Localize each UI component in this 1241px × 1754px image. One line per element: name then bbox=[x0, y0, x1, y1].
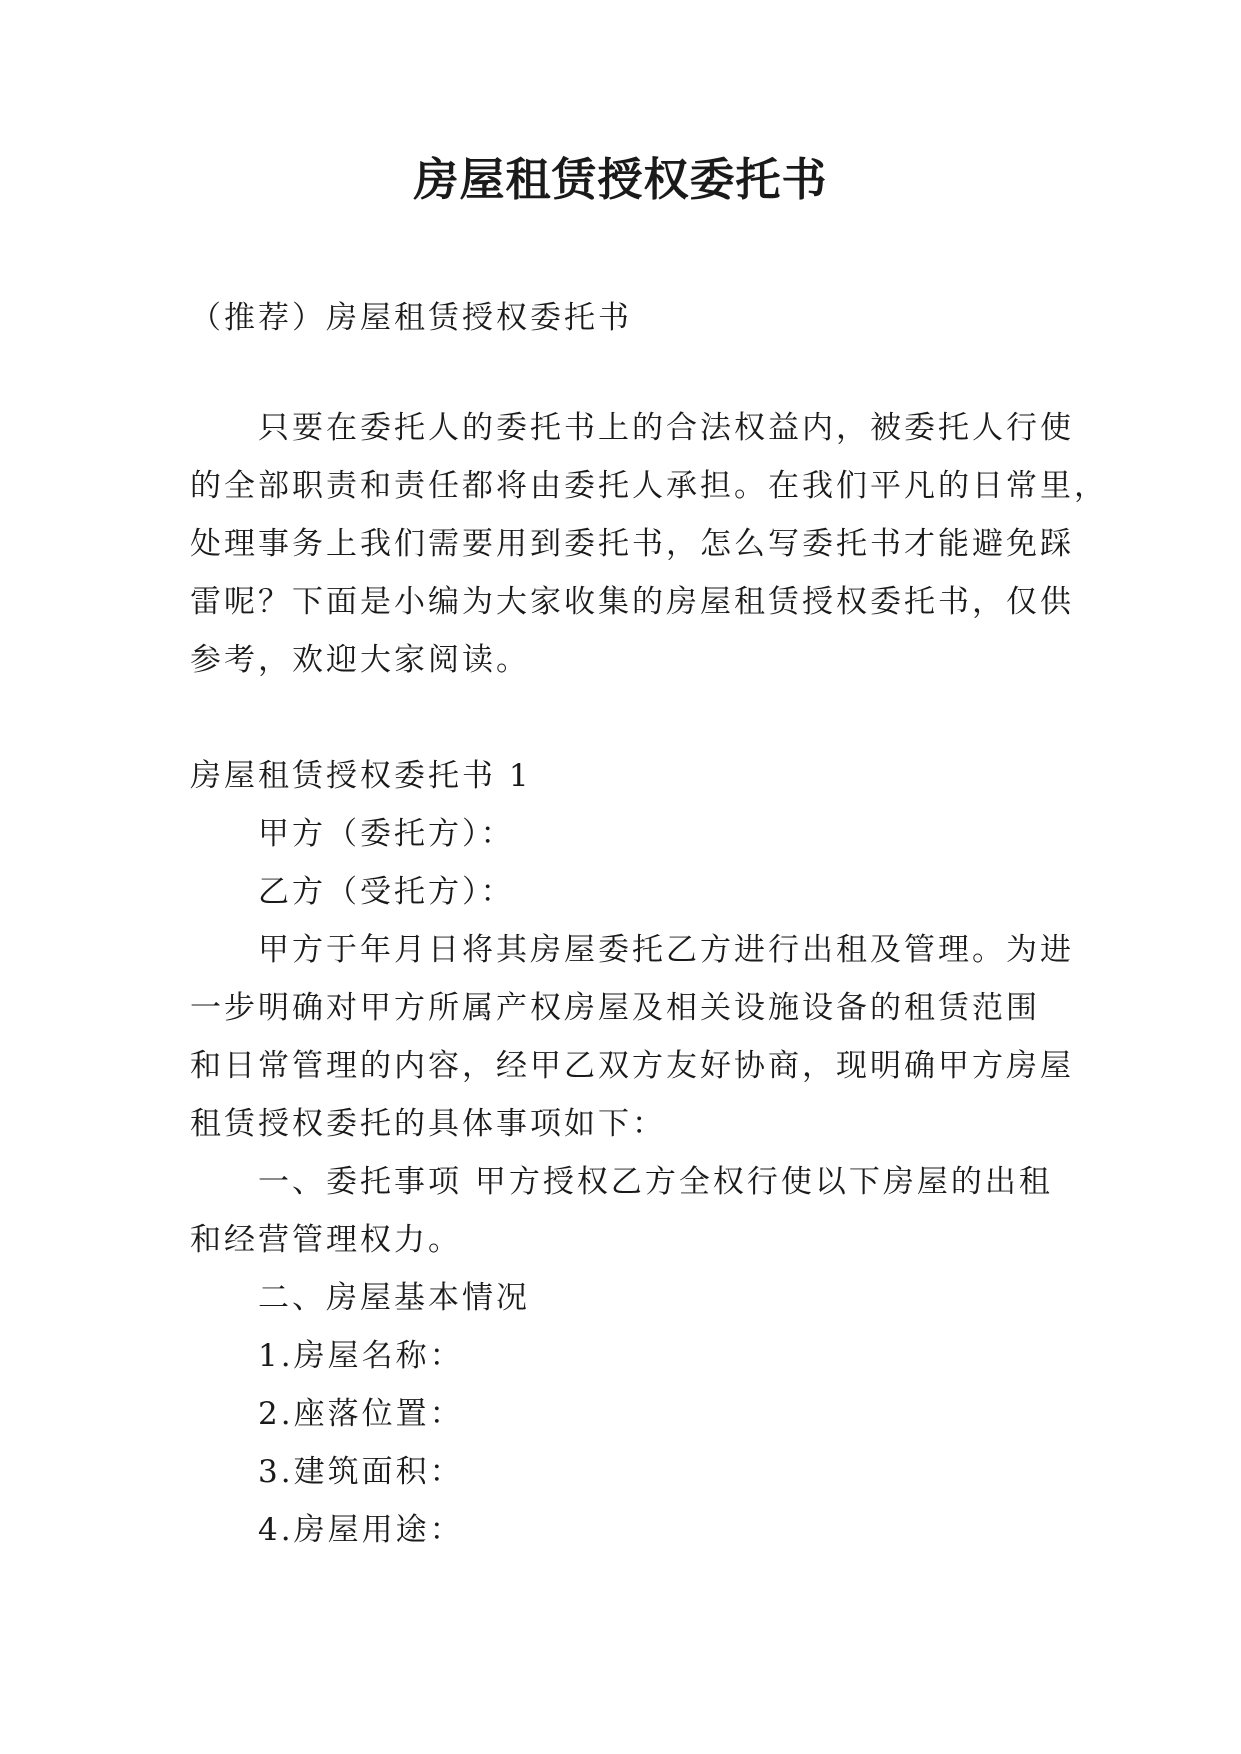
intro-line: 处理事务上我们需要用到委托书，怎么写委托书才能避免踩 bbox=[190, 526, 1074, 562]
field-location: 2.座落位置： bbox=[258, 1396, 464, 1432]
body-line: 甲方于年月日将其房屋委托乙方进行出租及管理。为进 bbox=[258, 932, 1074, 968]
field-house-use: 4.房屋用途： bbox=[258, 1512, 464, 1548]
field-floor-area: 3.建筑面积： bbox=[258, 1454, 464, 1490]
section-heading: 房屋租赁授权委托书 1 bbox=[190, 758, 532, 794]
item-two-heading: 二、房屋基本情况 bbox=[258, 1280, 530, 1316]
document-title: 房屋租赁授权委托书 bbox=[413, 153, 828, 206]
item-one-line: 一、委托事项 甲方授权乙方全权行使以下房屋的出租 bbox=[258, 1164, 1053, 1200]
intro-line: 只要在委托人的委托书上的合法权益内，被委托人行使 bbox=[258, 410, 1074, 446]
item-one-line: 和经营管理权力。 bbox=[190, 1222, 462, 1258]
intro-line: 雷呢？下面是小编为大家收集的房屋租赁授权委托书，仅供 bbox=[190, 584, 1074, 620]
document-subtitle: （推荐）房屋租赁授权委托书 bbox=[190, 300, 632, 336]
field-house-name: 1.房屋名称： bbox=[258, 1338, 464, 1374]
body-line: 和日常管理的内容，经甲乙双方友好协商，现明确甲方房屋 bbox=[190, 1048, 1074, 1084]
party-b-line: 乙方（受托方）： bbox=[258, 874, 515, 910]
party-a-line: 甲方（委托方）： bbox=[258, 816, 515, 852]
intro-line: 参考，欢迎大家阅读。 bbox=[190, 642, 530, 678]
body-line: 租赁授权委托的具体事项如下： bbox=[190, 1106, 666, 1142]
intro-line: 的全部职责和责任都将由委托人承担。在我们平凡的日常里， bbox=[190, 468, 1108, 504]
body-line: 一步明确对甲方所属产权房屋及相关设施设备的租赁范围 bbox=[190, 990, 1040, 1026]
